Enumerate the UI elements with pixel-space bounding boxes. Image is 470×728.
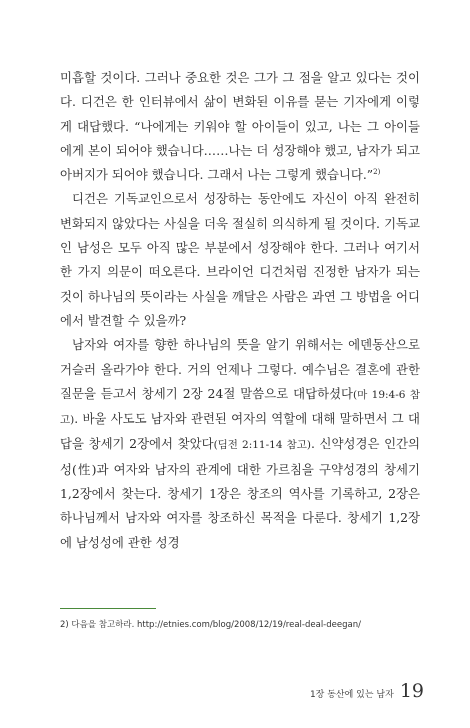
paragraph-3-text-c: . 신약성경은 인간의 성(性)과 여자와 남자의 관계에 대한 가르침을 구약성경의 창세기 1,2장에서 찾는다. 창세기 1장은 창조의 역사를 기록하고, 2장은 하나님께서 남자와 여자를 창조하신 목적을 다룬다. 창세기 1,2장에 남성성에 관한 성경 — [60, 436, 420, 550]
page-number: 19 — [399, 680, 424, 702]
scripture-reference-2: (딤전 2:11-14 참고) — [213, 439, 311, 452]
scripture-reference-1: (마 19:4-6 참고) — [60, 388, 420, 427]
body-text — [60, 66, 420, 555]
paragraph-3-text-a: 남자와 여자를 향한 하나님의 뜻을 알기 위해서는 에덴동산으로 거슬러 올라가야 한다. 거의 언제나 그렇다. 예수님은 결혼에 관한 질문을 듣고서 창세기 2장 24절 말씀으로 대답하셨다 — [60, 337, 420, 401]
footnote-marker: 2) — [373, 168, 381, 177]
running-footer — [310, 680, 424, 702]
paragraph-2: 디건은 기독교인으로서 성장하는 동안에도 자신이 아직 완전히 변화되지 않았다는 사실을 더욱 절실히 의식하게 될 것이다. 기독교인 남성은 모두 아직 많은 부분에서 성장해야 한다. 그러나 여기서 한 가지 의문이 떠오른다. 브라이언 디건처럼 진정한 남자가 되는 것이 하나님의 뜻이라는 사실을 깨달은 사람은 과연 그 방법을 어디에서 발견할 수 있을까? — [60, 191, 420, 328]
footnote: 2) 다음을 참고하라. http://etnies.com/blog/2008/12/19/real-deal-deegan/ — [60, 620, 361, 630]
paragraph-1-text: 미흡할 것이다. 그러나 중요한 것은 그가 그 점을 알고 있다는 것이다. 디건은 한 인터뷰에서 삶이 변화된 이유를 묻는 기자에게 이렇게 대답했다. “나에게는 키워야 할 아이들이 있고, 나는 그 아이들에게 본이 되어야 했습니다……나는 더 성장해야 했고, 남자가 되고 아버지가 되어야 했습니다. 그래서 나는 그렇게 했습니다.” — [60, 70, 420, 183]
paragraph-3-text-b: . 바울 사도도 남자와 관련된 여자의 역할에 대해 말하면서 그 대답을 창세기 2장에서 찾았다 — [60, 411, 420, 452]
chapter-title: 1장 동산에 있는 남자 — [309, 690, 394, 700]
footnote-divider — [60, 608, 156, 609]
paragraph-1 — [60, 66, 420, 187]
paragraph-3 — [60, 333, 420, 555]
